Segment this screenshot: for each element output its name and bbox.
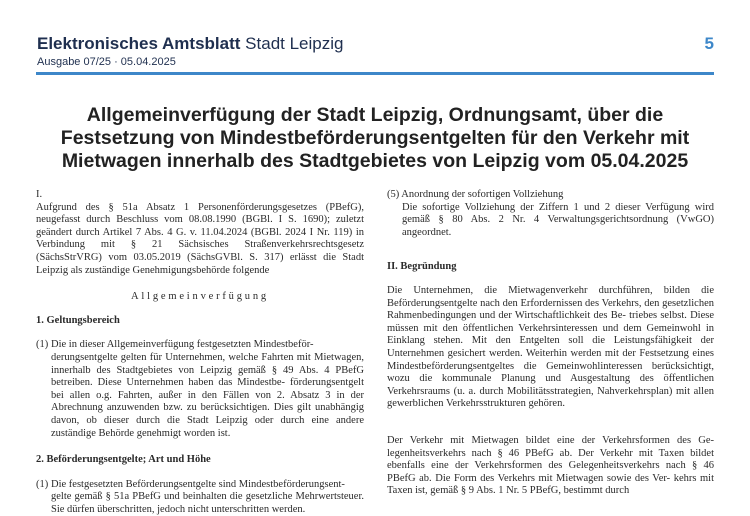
text-line: ebenfalls eine der Verkehrsformen des Gelegenheitsverkehrs nach: [387, 460, 686, 472]
bulletin-title-city: Stadt Leipzig: [245, 34, 344, 53]
section-label: I.: [36, 189, 43, 200]
text-line: Leipzig als zuständige Genehmigungsbehörde folgende: [36, 264, 270, 276]
bulletin-title-bold: Elektronisches Amtsblatt: [37, 34, 241, 53]
item-number: (1): [36, 339, 49, 351]
item-1-1-continued: [51, 352, 364, 440]
text-line: gelte gemäß § 51a PBefG und beinhalten die gesetzliche Mehrwertsteuer.: [51, 491, 364, 503]
text-line: (SächsStrVRG) vom 03.05.2019 (SächsGVBl. S. 317) erlässt die Stadt: [36, 251, 364, 263]
right-column: [387, 189, 714, 498]
item-5-heading: (5) Anordnung der sofortigen Vollziehung: [387, 189, 564, 200]
text-line: § 46 PBefG ab. Die Form des Verkehrs mit Mietwagen sowie des Ver-: [387, 460, 714, 484]
text-line: neugefasst durch Beschluss vom 08.08.1990 (BGBl. I S. 1690); zuletzt: [36, 214, 364, 226]
item-2-1: [36, 479, 364, 492]
text-line: Aufgrund des § 51a Absatz 1 Personenförderungsgesetzes (PBefG),: [36, 201, 364, 213]
text-line: legenheitsverkehrs nach § 46 PBefG ab. Der Verkehr mit Taxen bildet: [387, 447, 714, 459]
text-line: Planung und Ausgestaltung des öffentlichen Verkehrsraums (u. a.: [387, 373, 715, 397]
text-line: Der Verkehr mit Mietwagen bildet eine der Verkehrsformen des Ge-: [387, 434, 714, 446]
issue-info: Ausgabe 07/25 · 05.04.2025: [37, 56, 176, 68]
text-line: geändert durch Artikel 7 Abs. 4 G. v. 11.04.2024 (BGBl. 2024 I Nr.: [36, 226, 330, 238]
title-line: Festsetzung von Mindestbeförderungsentgelten für den Verkehr mit: [60, 127, 690, 149]
page-number: 5: [704, 34, 714, 53]
decree-heading: Allgemeinverfügung: [131, 291, 269, 303]
title-line: Mietwagen innerhalb des Stadtgebietes von Leipzig vom 05.04.2025: [61, 150, 689, 172]
text-line: förderungsentgelt bei allen o.g. Fahrten, außer in den Fällen von 2.: [51, 377, 364, 401]
text-line: derungsentgelte gelten für Unternehmen, welche Fahrten mit: [51, 351, 311, 363]
item-5-text: [402, 202, 714, 240]
text-line: Die Unternehmen, die Mietwagenverkehr durchführen, bilden die: [387, 284, 714, 296]
bulletin-title: [37, 34, 343, 54]
text-line: die Gemeinwohlinteressen berücksichtigt, wozu die kommunale: [387, 360, 714, 385]
text-line: Mietwagen, innerhalb des Stadtgebietes von Leipzig gemäß § 49: [51, 351, 365, 376]
text-line: durch eine andere zuständige Behörde genehmigt worden ist.: [51, 414, 365, 439]
text-line: Sie dürfen überschritten, jedoch nicht unterschritten werden.: [51, 503, 306, 515]
text-line: Dies gilt unabhängig davon, ob dieser durch die Stadt Leipzig oder: [51, 402, 364, 426]
text-line: Leistungsfähigkeit der Unternehmen gesichert werden. Weiterhin: [387, 335, 714, 359]
bulletin-header: [37, 34, 343, 68]
text-line: durch Mobilitätsstrategien, Nahverkehrsplan) mit allen gewerblichen: [387, 385, 714, 410]
text-line: Absatz 3 in der Abrechnung anzuwenden bzw. zu berücksichtigen.: [51, 389, 364, 414]
text-line: gesetzlichen Rahmenbedingungen und der Wirtschaftlichkeit des Be-: [387, 297, 714, 322]
text-line: triebes selbst. Diese müssen mit den öffentlichen Verkehrsinteressen: [387, 310, 714, 334]
text-line: Die sofortige Vollziehung der Ziffern 1 und 2 dieser Verfügung: [402, 201, 690, 213]
text-line: werden mit der Festsetzung eines Mindestbeförderungsentgeltes: [387, 347, 714, 372]
section-ii-heading: II. Begründung: [387, 261, 457, 273]
section-2-heading: 2. Beförderungsentgelte; Art und Höhe: [36, 454, 211, 466]
text-line: 119) in Verbindung mit § 21 Sächsisches Straßenverkehrsrechtsgesetz: [36, 226, 365, 251]
text-line: kehrs mit Taxen ist, gemäß § 9 Abs. 1 Nr. 5 PBefG, bestimmt durch: [387, 472, 715, 497]
header-rule: [36, 72, 714, 75]
text-line: angeordnet.: [402, 226, 452, 238]
item-2-1-continued: [51, 491, 364, 516]
text-line: und dem Gemeinwohl in Einklang stehen. Mit den Entgelten soll die: [387, 322, 715, 347]
section-1-heading: 1. Geltungsbereich: [36, 314, 120, 326]
justification-paragraph-1: [387, 285, 714, 411]
left-column: [36, 189, 364, 516]
text-line: Abs. 4 PBefG betreiben. Diese Unternehmen haben das Mindestbe-: [51, 364, 364, 389]
item-text: Die festgesetzten Beförderungsentgelte sind Mindestbeförderungsent-: [51, 478, 345, 490]
item-text: Die in dieser Allgemeinverfügung festgesetzten Mindestbeför-: [51, 339, 314, 351]
title-line: Allgemeinverfügung der Stadt Leipzig, Ordnungsamt, über die: [86, 104, 664, 126]
document-title: [36, 104, 714, 173]
item-1-1: [36, 339, 364, 352]
text-line: Verkehrsstrukturen gehören.: [446, 398, 565, 410]
text-line: wird gemäß § 80 Abs. 2 Nr. 4 Verwaltungsgerichtsordnung (VwGO): [402, 201, 715, 226]
text-line: Beförderungsentgelte nach den Erfordernissen des Verkehrs, den: [387, 297, 660, 309]
intro-paragraph: [36, 202, 364, 278]
item-number: (1): [36, 478, 49, 490]
justification-paragraph-2: [387, 435, 714, 498]
